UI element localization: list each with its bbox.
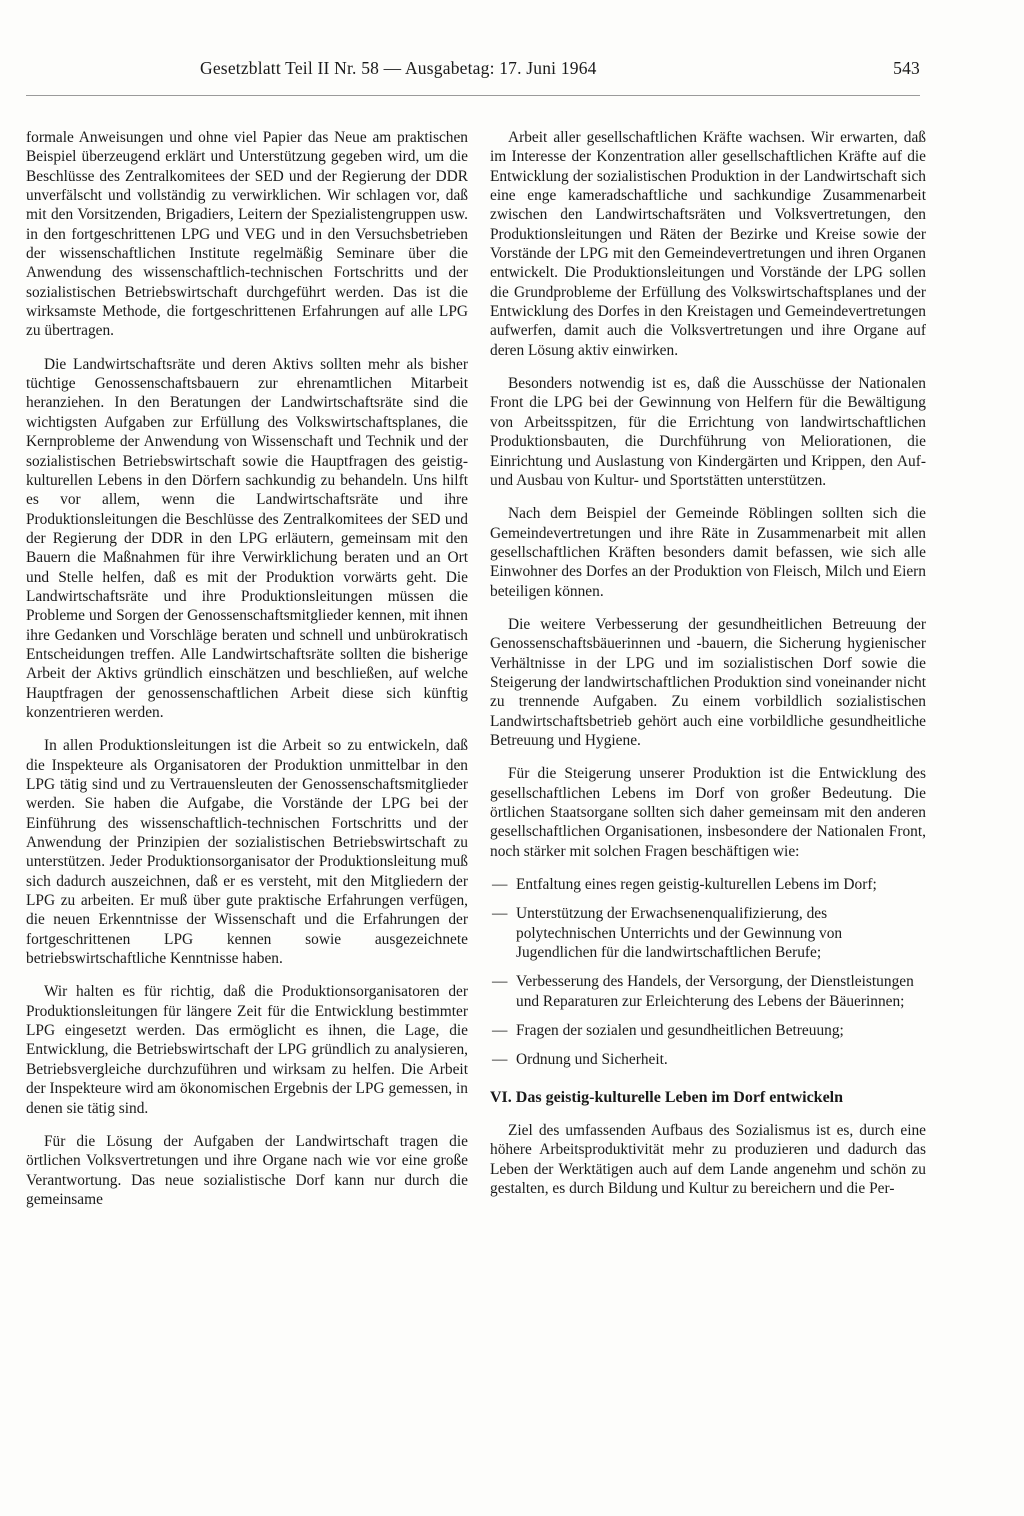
paragraph: Ziel des umfassenden Aufbaus des Sozialismus ist es, durch eine höhere Arbeitsproduktivität mehr zu produzieren und dadurch das Leben der Werktätigen auch auf dem Lande angenehm und schön zu gestalten, es durch Bildung und Kultur zu bereichern und die Per-: [490, 1122, 926, 1198]
list-item: [490, 972, 926, 1011]
paragraph: Die weitere Verbesserung der gesundheitlichen Betreuung der Genossenschaftsbäuerinnen und -bauern, die Sicherung hygienischer Verhältnisse in der LPG und im sozialistischen Dorf sowie die Steigerung der landwirtschaftlichen Produktion sind voneinander nicht zu trennende Aufgaben. Zu einem vorbildlich sozialistischen Landwirtschaftsbetrieb gehört auch eine vorbildliche gesundheitliche Betreuung und Hygiene.: [490, 615, 926, 749]
paragraph: Die Landwirtschaftsräte und deren Aktivs sollten mehr als bisher tüchtige Genossenschaftsbauern zur ehrenamtlichen Mitarbeit heranziehen. In den Beratungen der Landwirtschaftsräte sind die wichtigsten Aufgaben zur Erfüllung des Volkswirtschaftsplanes, die Kernprobleme der Anwendung von Wissenschaft und Technik und der sozialistischen Betriebswirtschaft sowie die Hauptfragen des geistig-kulturellen Lebens in den Dörfern sachkundig zu behandeln. Uns hilft es vor allem, wenn die Landwirtschaftsräte und ihre Produktionsleitungen die Beschlüsse des Zentralkomitees der SED und der Regierung der DDR in den LPG erläutern, gemeinsam mit den Bauern die Maßnahmen für ihre Verwirklichung beraten und an Ort und Stelle helfen, daß es mit der Produktion vorwärts geht. Die Landwirtschaftsräte und ihre Produktionsleitungen müssen die Probleme und Sorgen der Genossenschaftsmitglieder kennen, mit ihnen ihre Gedanken und Vorschläge beraten und schnell und unbürokratisch Entscheidungen treffen. Alle Landwirtschaftsräte sollten die bisherige Arbeit der Aktivs gründlich einschätzen und beschließen, auf welche Hauptfragen der genossenschaftlichen Arbeit diese sich künftig konzentrieren werden.: [26, 355, 468, 721]
list-dash: —: [492, 1051, 508, 1069]
list-item-text: Entfaltung eines regen geistig-kulturellen Lebens im Dorf;: [516, 876, 877, 894]
list-item-text: Fragen der sozialen und gesundheitlichen Betreuung;: [516, 1022, 844, 1040]
list-dash: —: [492, 1022, 508, 1040]
list-item: [490, 875, 926, 894]
paragraph: Besonders notwendig ist es, daß die Ausschüsse der Nationalen Front die LPG bei der Gewinnung von Helfern für die Bewältigung von Arbeitsspitzen, für die Errichtung von landwirtschaftlichen Produktionsbauten, die Durchführung von Meliorationen, die Einrichtung und Auslastung von Kindergärten und Krippen, den Auf- und Ausbau von Kultur- und Sportstätten unterstützen.: [490, 375, 926, 489]
topic-list: [490, 875, 926, 1070]
header-title: Gesetzblatt Teil II Nr. 58 — Ausgabetag: 17. Juni 1964: [200, 58, 597, 78]
list-dash: —: [492, 876, 508, 894]
paragraph: Für die Lösung der Aufgaben der Landwirtschaft tragen die örtlichen Volksvertretungen und ihre Organe nach wie vor eine große Verantwortung. Das neue sozialistische Dorf kann nur durch die gemeinsame: [26, 1132, 468, 1208]
paragraph: Für die Steigerung unserer Produktion ist die Entwicklung des gesellschaftlichen Lebens im Dorf von großer Bedeutung. Die örtlichen Staatsorgane sollten sich daher gemeinsam mit den anderen gesellschaftlichen Organisationen, insbesondere der Nationalen Front, noch stärker mit solchen Fragen beschäftigen wie:: [490, 765, 926, 860]
header-rule: [26, 95, 920, 96]
left-column: [26, 128, 468, 1223]
list-dash: —: [492, 905, 508, 923]
list-item-text: Verbesserung des Handels, der Versorgung, der Dienstleistungen und Reparaturen zur Erleichterung des Lebens der Bäuerinnen;: [516, 973, 914, 1010]
paragraph: Wir halten es für richtig, daß die Produktionsorganisatoren der Produktionsleitungen für längere Zeit für die Entwicklung bestimmter LPG eingesetzt werden. Das ermöglicht es ihnen, die Lage, die Entwicklung, die Betriebswirtschaft der LPG gründlich zu analysieren, Betriebsvergleiche durchzuführen und wirksam zu helfen. Die Arbeit der Inspekteure wird am ökonomischen Ergebnis der LPG gemessen, in denen sie tätig sind.: [26, 983, 468, 1117]
paragraph: In allen Produktionsleitungen ist die Arbeit so zu entwickeln, daß die Inspekteure als Organisatoren der Produktion unmittelbar in den LPG tätig sind und zu Vertrauensleuten der Genossenschaftsmitglieder werden. Sie haben die Aufgabe, die Vorstände der LPG bei der Einführung des wissenschaftlich-technischen Fortschritts und der Anwendung der Prinzipien der sozialistischen Betriebswirtschaft zu unterstützen. Jeder Produktionsorganisator der Produktionsleitung muß sich dadurch auszeichnen, daß er es versteht, mit den Mitgliedern der LPG zu arbeiten. Er muß über gute praktische Erfahrungen verfügen, die neuen Erkenntnisse der Wissenschaft und die Erfahrungen der fortgeschrittenen LPG kennen sowie ausgezeichnete betriebswirtschaftliche Kenntnisse haben.: [26, 737, 468, 968]
list-item: [490, 904, 926, 962]
page-header: [200, 58, 920, 88]
list-dash: —: [492, 973, 508, 991]
list-item-text: Ordnung und Sicherheit.: [516, 1051, 668, 1069]
right-column: [490, 128, 926, 1213]
list-item-text: Unterstützung der Erwachsenenqualifizierung, des polytechnischen Unterrichts und der Gewinnung von Jugendlichen für die landwirtschaftlichen Berufe;: [516, 905, 843, 962]
paragraph: Nach dem Beispiel der Gemeinde Röblingen sollten sich die Gemeindevertretungen und ihre Räte in Zusammenarbeit mit allen gesellschaftlichen Kräften besonders damit befassen, wie sich alle Einwohner des Dorfes an der Produktion von Fleisch, Milch und Eiern beteiligen können.: [490, 505, 926, 600]
list-item: [490, 1021, 926, 1040]
section-heading: VI. Das geistig-kulturelle Leben im Dorf entwickeln: [490, 1088, 844, 1106]
list-item: [490, 1050, 926, 1069]
paragraph: Arbeit aller gesellschaftlichen Kräfte wachsen. Wir erwarten, daß im Interesse der Konzentration aller gesellschaftlichen Kräfte auf die Entwicklung der sozialistischen Produktion in der Landwirtschaft sich eine enge kameradschaftliche und sachkundige Zusammenarbeit zwischen den Landwirtschaftsräten und Volksvertretungen, den Produktionsleitungen und Räten der Bezirke und Kreise sowie der Vorstände der LPG mit den Gemeindevertretungen und ihren Organen entwickelt. Die Produktionsleitungen und Vorstände der LPG sollen die Grundprobleme der Erfüllung des Volkswirtschaftsplanes und der Entwicklung des Dorfes in den Kreistagen und Gemeindevertretungen aufwerfen, damit auch die Volksvertretungen und ihre Organe auf deren Lösung aktiv einwirken.: [490, 129, 926, 359]
page-number: 543: [893, 58, 920, 78]
paragraph: formale Anweisungen und ohne viel Papier das Neue am praktischen Beispiel überzeugend erklärt und Unterstützung gegeben wird, um die Beschlüsse des Zentralkomitees der SED und der Regierung der DDR unverfälscht und vollständig zu verwirklichen. Wir schlagen vor, daß mit den Vorsitzenden, Brigadiers, Leitern der Spezialistengruppen usw. in den fortgeschrittenen LPG und VEG und in den Versuchsbetrieben der wissenschaftlichen Institute regelmäßig Seminare über die Anwendung des wissenschaftlich-technischen Fortschritts und der sozialistischen Betriebswirtschaft durchgeführt werden. Das ist die wirksamste Methode, die fortgeschrittenen Erfahrungen auf alle LPG zu übertragen.: [26, 129, 468, 340]
